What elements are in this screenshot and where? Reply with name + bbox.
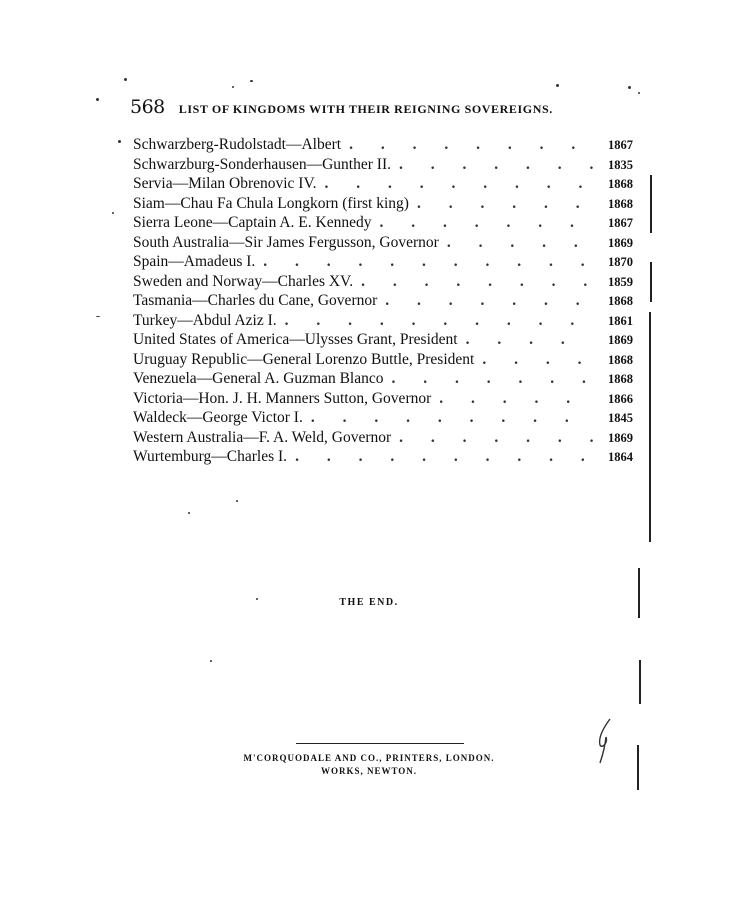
entry-name: Sierra Leone—Captain A. E. Kennedy [133,214,372,231]
scan-speck [112,212,114,214]
list-entry [133,273,633,293]
page-edge-line [650,175,652,233]
entry-name: Schwarzburg-Sonderhausen—Gunther II. [133,155,391,173]
list-entry [133,175,633,195]
leader-dots [391,429,593,447]
entry-name: Spain—Amadeus I. [133,253,256,270]
leader-dots [341,136,593,154]
scan-speck [96,98,99,101]
entry-name: Venezuela—General A. Guzman Blanco [133,370,384,387]
scan-speck [96,316,100,317]
page-edge-line [638,568,640,618]
list-entry [133,331,633,351]
running-head [130,96,635,116]
page-number: 568 [130,96,165,118]
entry-name: United States of America—Ulysses Grant, President [133,331,458,348]
entry-name: South Australia—Sir James Fergusson, Governor [133,233,439,251]
pencil-mark-icon [594,717,616,765]
scan-speck [628,86,631,89]
entry-name: Western Australia—F. A. Weld, Governor [133,428,392,446]
entry-year: 1859 [608,274,633,289]
leader-dots [371,214,593,232]
leader-dots [439,234,593,252]
entry-year: 1835 [608,157,633,172]
leader-dots [474,351,593,369]
entry-name: Victoria—Hon. J. H. Manners Sutton, Governor [133,389,432,407]
scan-speck [118,140,121,143]
scan-speck [210,660,212,662]
list-entry [133,156,633,176]
entry-year: 1866 [608,391,633,406]
list-entry [133,409,633,429]
sovereigns-list [133,136,633,468]
list-entry [133,448,633,468]
entry-name: Siam—Chau Fa Chula Longkorn (first king) [133,194,409,212]
entry-year: 1869 [608,333,633,347]
page-edge-line [649,312,651,542]
entry-name: Servia—Milan Obrenovic IV. [133,175,317,192]
list-entry [133,195,633,215]
list-entry [133,214,633,234]
leader-dots [391,156,593,174]
entry-year: 1868 [608,294,633,308]
entry-year: 1868 [608,196,633,211]
list-entry [133,351,633,371]
leader-dots [303,409,593,427]
list-entry [133,292,633,312]
running-head-title: LIST OF KINGDOMS WITH THEIR REIGNING SOVEREIGNS. [178,102,553,116]
leader-dots [409,195,593,213]
entry-year: 1868 [608,372,633,386]
page-edge-line [639,660,641,704]
list-entry [133,253,633,273]
entry-year: 1869 [608,235,633,250]
entry-year: 1868 [608,352,633,367]
scan-speck [188,512,190,514]
printer-rule [296,743,464,744]
list-entry [133,370,633,390]
entry-name: Waldeck—George Victor I. [133,409,303,426]
entry-name: Turkey—Abdul Aziz I. [133,311,277,329]
leader-dots [458,331,593,349]
list-entry [133,390,633,410]
entry-year: 1867 [608,216,633,230]
scan-speck [638,92,640,94]
scan-speck [124,78,127,81]
entry-year: 1845 [608,411,633,425]
printer-location: WORKS, NEWTON. [320,766,418,776]
entry-name: Wurtemburg—Charles I. [133,448,288,465]
page-edge-line [650,262,652,302]
page-edge-line [637,745,639,790]
scan-speck [236,500,238,502]
list-entry [133,312,633,332]
leader-dots [317,175,593,193]
entry-name: Schwarzberg-Rudolstadt—Albert [133,136,342,153]
entry-year: 1864 [608,450,633,464]
entry-year: 1867 [608,138,633,152]
entry-year: 1861 [608,313,633,328]
leader-dots [377,292,593,310]
leader-dots [353,273,593,291]
entry-year: 1869 [608,430,633,445]
entry-name: Sweden and Norway—Charles XV. [133,272,354,290]
the-end-heading: THE END. [339,597,399,608]
leader-dots [277,312,593,330]
entry-year: 1868 [608,177,633,191]
scan-speck [232,86,234,88]
list-entry [133,234,633,254]
scan-speck [256,598,258,600]
leader-dots [287,448,593,466]
scan-speck [250,80,253,82]
entry-name: Tasmania—Charles du Cane, Governor [133,292,378,309]
list-entry [133,136,633,156]
scan-speck [556,84,559,87]
entry-year: 1870 [608,255,633,269]
leader-dots [383,370,593,388]
printer-imprint: M'CORQUODALE AND CO., PRINTERS, LONDON. [243,753,495,763]
leader-dots [431,390,593,408]
list-entry [133,429,633,449]
leader-dots [255,253,593,271]
entry-name: Uruguay Republic—General Lorenzo Buttle, President [133,350,475,368]
